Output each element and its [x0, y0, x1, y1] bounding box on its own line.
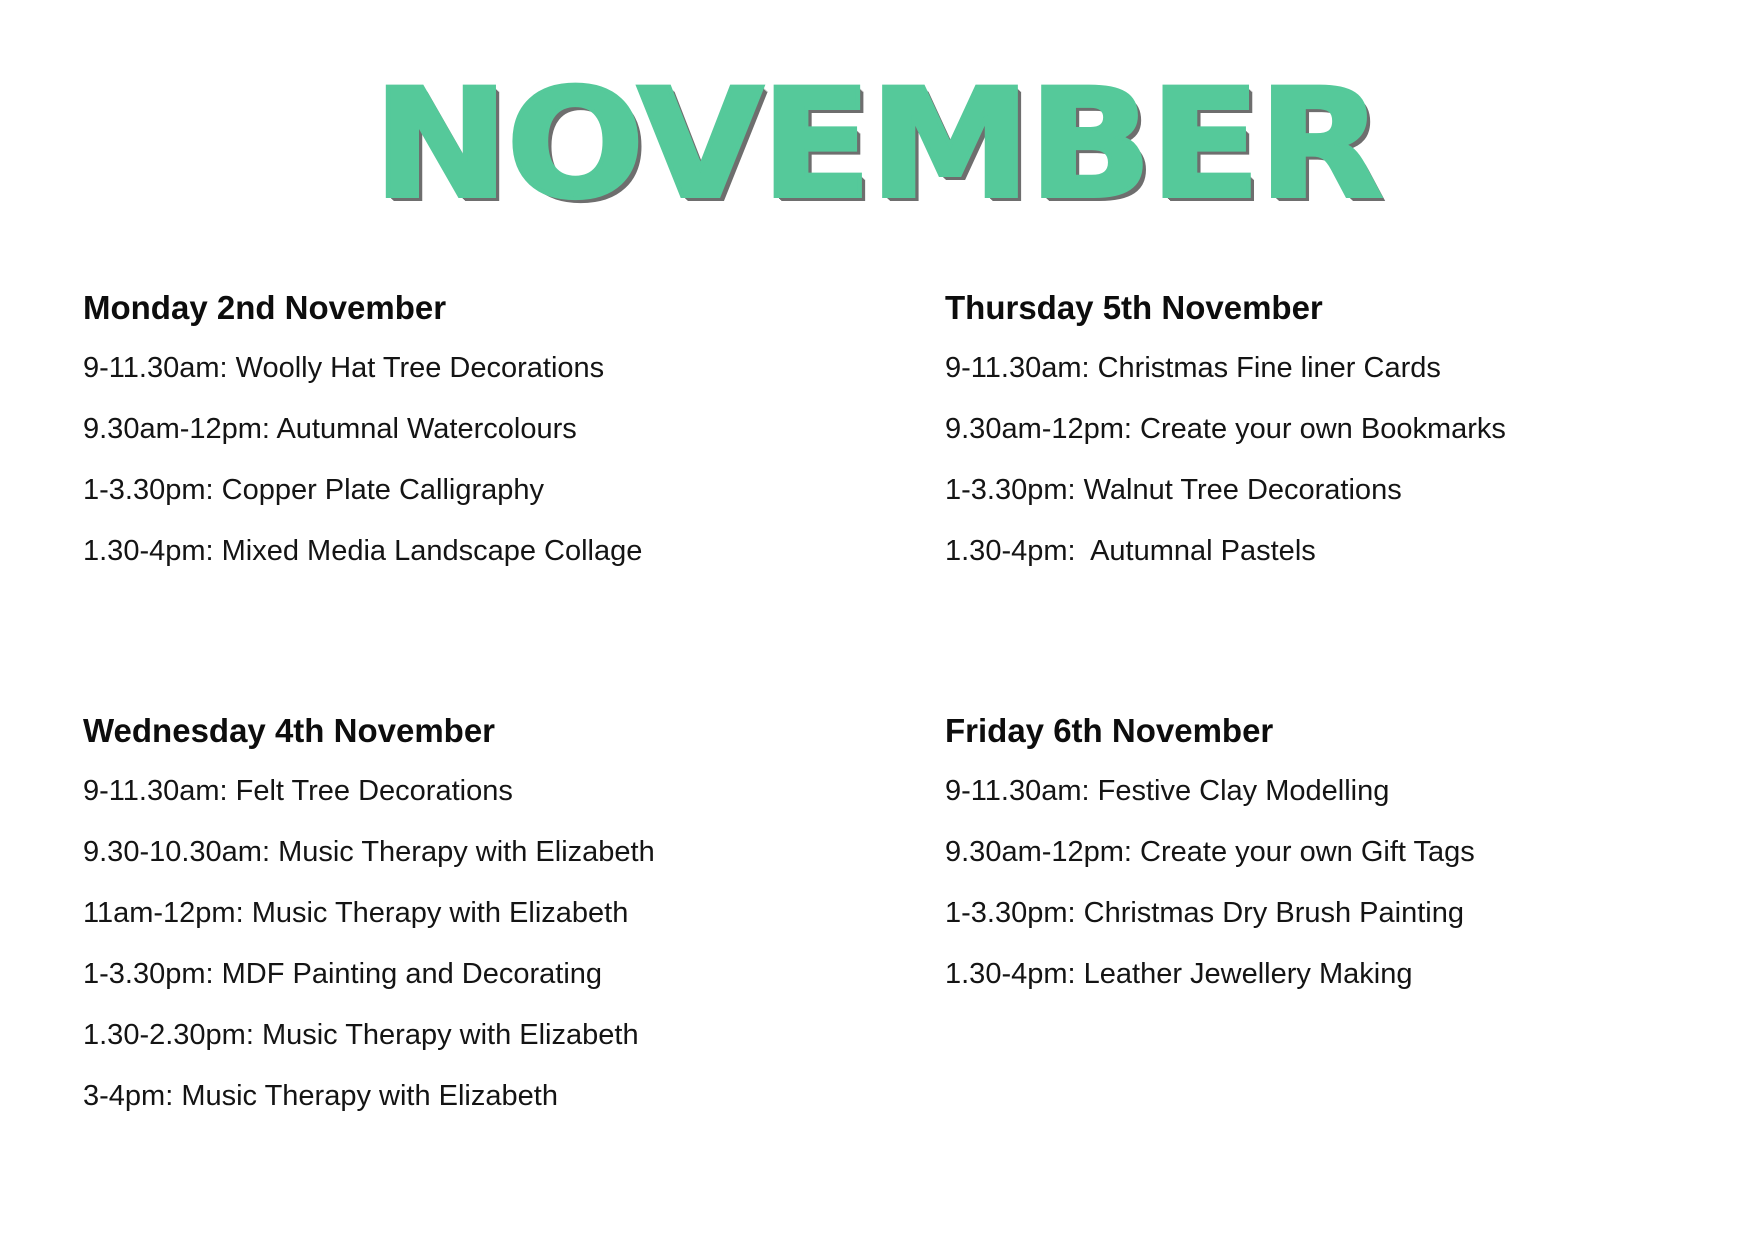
session-item: 1.30-4pm: Leather Jewellery Making: [945, 958, 1413, 990]
day-heading: Wednesday 4th November: [83, 712, 496, 749]
day-block-wednesday: [83, 712, 843, 1140]
session-item: 9-11.30am: Woolly Hat Tree Decorations: [83, 352, 605, 384]
session-item: 9-11.30am: Felt Tree Decorations: [83, 775, 513, 807]
session-item: 1.30-4pm: Mixed Media Landscape Collage: [83, 535, 643, 567]
session-item: 9.30am-12pm: Create your own Bookmarks: [945, 413, 1506, 445]
day-heading: Friday 6th November: [945, 712, 1274, 749]
session-item: 9.30-10.30am: Music Therapy with Elizabeth: [83, 836, 655, 868]
day-heading: Monday 2nd November: [83, 289, 447, 326]
session-item: 1-3.30pm: Christmas Dry Brush Painting: [945, 897, 1464, 929]
session-item: 3-4pm: Music Therapy with Elizabeth: [83, 1080, 558, 1112]
session-item: 1.30-2.30pm: Music Therapy with Elizabeth: [83, 1019, 639, 1051]
day-heading: Thursday 5th November: [945, 289, 1323, 326]
session-item: 1-3.30pm: Copper Plate Calligraphy: [83, 474, 545, 506]
session-item: 9-11.30am: Christmas Fine liner Cards: [945, 352, 1441, 384]
session-item: 1-3.30pm: Walnut Tree Decorations: [945, 474, 1402, 506]
session-item: 11am-12pm: Music Therapy with Elizabeth: [83, 897, 629, 929]
day-block-thursday: [945, 289, 1705, 595]
day-block-monday: [83, 289, 843, 595]
session-item: 1-3.30pm: MDF Painting and Decorating: [83, 958, 603, 990]
session-item: 9.30am-12pm: Create your own Gift Tags: [945, 836, 1475, 868]
page-title: NOVEMBER: [373, 58, 1381, 232]
session-item: 1.30-4pm: Autumnal Pastels: [945, 535, 1316, 567]
session-item: 9.30am-12pm: Autumnal Watercolours: [83, 413, 577, 445]
day-block-friday: [945, 712, 1705, 1018]
session-item: 9-11.30am: Festive Clay Modelling: [945, 775, 1390, 807]
